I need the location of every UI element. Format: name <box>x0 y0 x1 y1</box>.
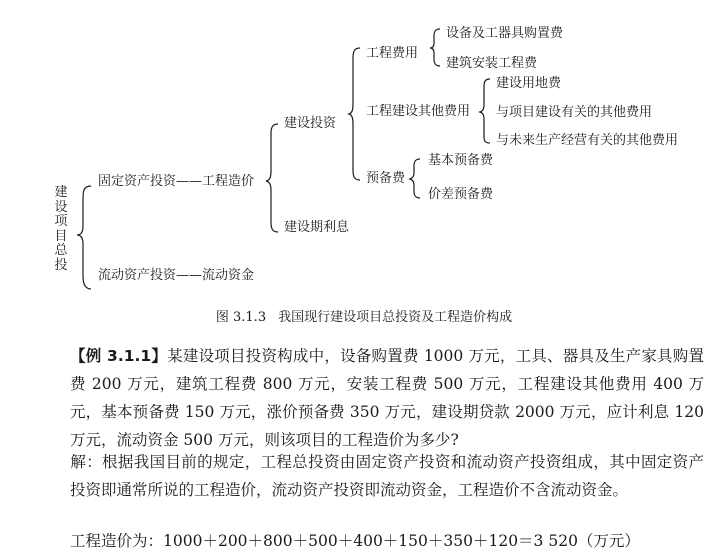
price-reserve-node: 价差预备费 <box>428 187 494 202</box>
example-paragraph <box>70 342 704 454</box>
example-tag: 【例 3.1.1】 <box>70 347 168 365</box>
figure-caption <box>0 306 728 325</box>
brace-construction <box>349 48 360 180</box>
engineering-fee-node: 工程费用 <box>366 46 419 61</box>
fixed-asset-node: 固定资产投资——工程造价 <box>98 174 255 189</box>
root-node <box>53 186 69 273</box>
figure-number: 图 3.1.3 <box>215 310 267 325</box>
equipment-fee-node: 设备及工器具购置费 <box>446 26 564 41</box>
figure-title: 我国现行建设项目总投资及工程造价构成 <box>278 310 513 325</box>
example-text: 某建设项目投资构成中，设备购置费 1000 万元，工具、器具及生产家具购置费 200 万元，建筑工程费 800 万元，安装工程费 500 万元，工程建设其他费用 400 万元，基本预备费 150 万元，涨价预备费 350 万元，建设期贷款 2000 万元，应计利息 120 万元，流动资金 500 万元，则该项目的工程造价为多少? <box>70 347 704 449</box>
root-char-3: 项 <box>54 214 68 229</box>
formula-label: 工程造价为： <box>70 532 164 550</box>
brace-other <box>480 79 490 143</box>
construction-investment-node: 建设投资 <box>284 116 337 131</box>
brace-root <box>77 186 91 289</box>
solution-text: 解：根据我国目前的规定，工程总投资由固定资产投资和流动资产投资组成，其中固定资产投资即通常所说的工程造价，流动资产投资即流动资金，工程造价不含流动资金。 <box>70 453 704 499</box>
brace-reserve <box>410 159 420 198</box>
brace-engineering <box>430 29 440 66</box>
other-fee-node: 工程建设其他费用 <box>366 104 471 119</box>
root-char-1: 建 <box>54 185 68 200</box>
root-char-2: 设 <box>54 199 68 215</box>
current-asset-node: 流动资产投资——流动资金 <box>98 268 255 283</box>
root-char-5: 总 <box>54 243 68 258</box>
basic-reserve-node: 基本预备费 <box>428 153 494 168</box>
land-fee-node: 建设用地费 <box>496 76 562 91</box>
brace-fixed-asset <box>266 124 278 232</box>
loan-interest-node: 建设期利息 <box>284 220 350 235</box>
future-other-fee-node: 与未来生产经营有关的其他费用 <box>496 133 679 148</box>
root-char-4: 目 <box>54 228 68 244</box>
formula-expression: 1000＋200＋800＋500＋400＋150＋350＋120＝3 520（万元） <box>163 532 640 550</box>
reserve-fee-node: 预备费 <box>366 171 406 186</box>
building-fee-node: 建筑安装工程费 <box>446 56 538 71</box>
root-char-6: 投 <box>54 257 68 273</box>
project-other-fee-node: 与项目建设有关的其他费用 <box>496 105 653 120</box>
formula-line <box>70 527 704 555</box>
solution-paragraph <box>70 448 704 504</box>
